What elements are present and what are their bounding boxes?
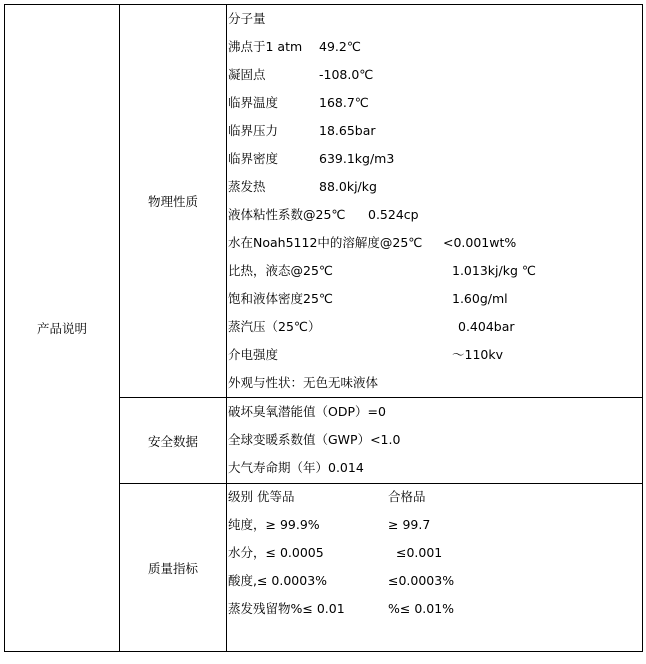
property-row-boiling-point [228,36,361,58]
quality-row-evaporation-residue [228,598,455,620]
quality-premium: 级别 优等品 [228,489,295,504]
quality-qualified: %≤ 0.01% [388,601,455,616]
safety-row-odp [228,401,386,423]
property-row-liquid-viscosity [228,204,419,226]
safety-text: 全球变暖系数值（GWP）<1.0 [228,432,401,447]
property-name: 水在Noah5112中的溶解度@25℃ [228,235,423,250]
property-value: 168.7℃ [319,95,369,110]
section-label-quality-specs: 质量指标 [147,560,198,576]
property-name: 临界密度 [228,151,279,166]
quality-row-acidity [228,570,455,592]
section-label-safety-data: 安全数据 [147,433,198,449]
property-row-saturated-liquid-density [228,288,508,310]
property-name: 介电强度 [228,347,279,362]
quality-premium: 酸度,≤ 0.0003% [228,573,328,588]
property-value: 88.0kj/kg [319,179,377,194]
property-name: 比热，液态@25℃ [228,263,333,278]
property-row-water-solubility [228,232,517,254]
safety-text: 破坏臭氧潜能值（ODP）=0 [228,404,386,419]
property-name: 临界压力 [228,123,279,138]
column-divider-2 [226,4,227,652]
property-value: 0.524cp [368,207,419,222]
property-row-dielectric-strength [228,344,503,366]
property-value: 0.404bar [458,319,515,334]
safety-row-gwp [228,429,401,451]
quality-row-grade-header [228,486,426,508]
section-label-physical-properties: 物理性质 [147,194,198,209]
property-row-molecular-weight [228,8,266,30]
quality-premium: 蒸发残留物%≤ 0.01 [228,601,345,616]
quality-premium: 水分，≤ 0.0005 [228,545,324,560]
quality-qualified: ≥ 99.7 [388,517,431,532]
property-name: 外观与性状：无色无味液体 [228,375,379,390]
property-name: 临界温度 [228,95,279,110]
property-row-freezing-point [228,64,374,86]
quality-qualified: ≤0.0003% [388,573,455,588]
table-border-bottom [4,651,643,652]
property-row-critical-temperature [228,92,369,114]
property-row-appearance [228,372,379,394]
property-row-critical-pressure [228,120,376,142]
property-row-vapor-pressure [228,316,515,338]
product-description-label: 产品说明 [36,321,87,336]
property-name: 蒸发热 [228,179,266,194]
property-value: 18.65bar [319,123,376,138]
quality-premium: 纯度，≥ 99.9% [228,517,320,532]
property-value: 1.013kj/kg ℃ [452,263,536,278]
property-value: 639.1kg/m3 [319,151,395,166]
property-name: 蒸汽压（25℃） [228,319,321,334]
quality-row-purity [228,514,431,536]
property-row-critical-density [228,148,395,170]
table-border-right [642,4,643,652]
property-value: 1.60g/ml [452,291,508,306]
property-name: 凝固点 [228,67,266,82]
property-name: 饱和液体密度25℃ [228,291,333,306]
property-name: 沸点于1 atm [228,39,303,54]
property-row-specific-heat [228,260,536,282]
property-name: 液体粘性系数@25℃ [228,207,346,222]
property-value: ～110kv [452,347,503,362]
safety-row-atmospheric-lifetime [228,457,364,479]
property-row-heat-of-vaporization [228,176,377,198]
quality-qualified: 合格品 [388,489,426,504]
property-value: 49.2℃ [319,39,361,54]
quality-qualified: ≤0.001 [396,545,443,560]
property-value: -108.0℃ [319,67,374,82]
property-value: <0.001wt% [443,235,517,250]
safety-text: 大气寿命期（年）0.014 [228,460,364,475]
property-name: 分子量 [228,11,266,26]
quality-row-moisture [228,542,443,564]
